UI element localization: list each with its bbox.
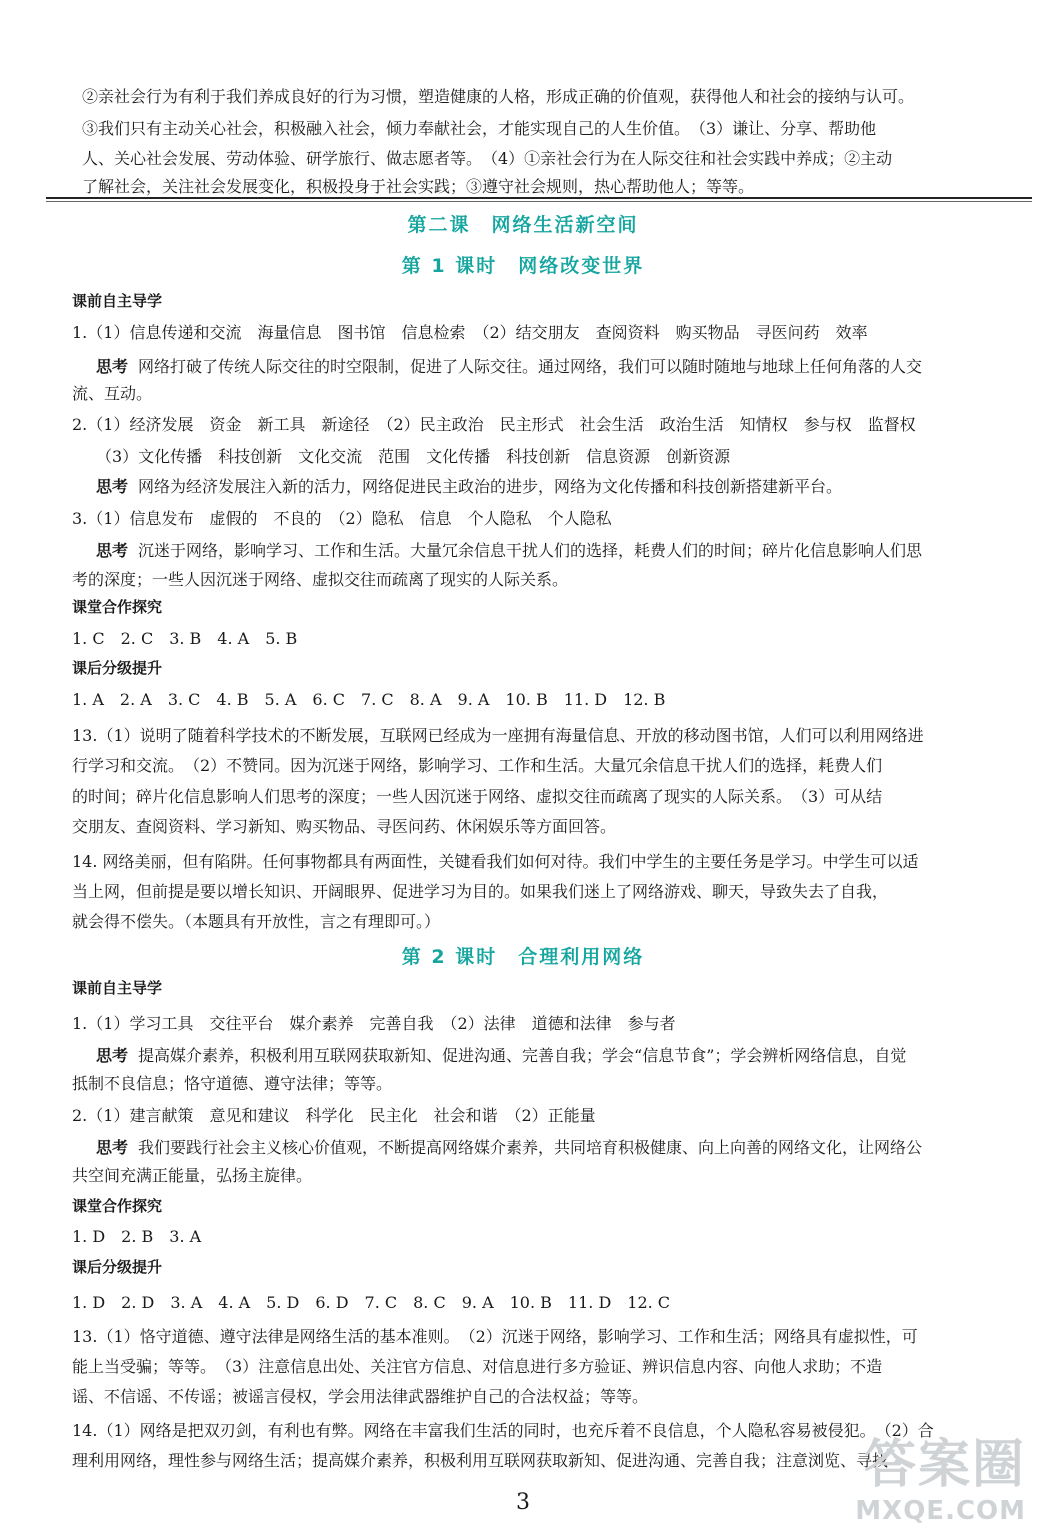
text-line: ③我们只有主动关心社会，积极融入社会，倾力奉献社会，才能实现自己的人生价值。 （3）谦让、分享、帮助他 (82, 119, 877, 138)
period-title: 第 1 课时 网络改变世界 (401, 255, 645, 277)
text-line: 的时间；碎片化信息影响人们思考的深度；一些人因沉迷于网络、虚拟交往而疏离了现实的人际关系。 （3）可从结 (72, 787, 883, 806)
answer-line: 1. D 2. B 3. A (72, 1227, 202, 1246)
text-line: 当上网，但前提是要以增长知识、开阔眼界、促进学习为目的。如果我们迷上了网络游戏、聊天，导致失去了自我， (72, 882, 889, 901)
watermark-text: 答案圈 (863, 1435, 1026, 1495)
divider-rule (46, 197, 1032, 199)
think-label: 思考 (96, 541, 129, 560)
section-heading: 课堂合作探究 (72, 1197, 163, 1215)
text-line: 2.（1）经济发展 资金 新工具 新途径 （2）民主政治 民主形式 社会生活 政治生活 知情权 参与权 监督权 (72, 415, 916, 434)
text-line: ②亲社会行为有利于我们养成良好的行为习惯，塑造健康的人格，形成正确的价值观，获得他人和社会的接纳与认可。 (82, 87, 915, 106)
section-heading: 课堂合作探究 (72, 598, 163, 616)
think-line: 思考 沉迷于网络，影响学习、工作和生活。大量冗余信息干扰人们的选择，耗费人们的时间；碎片化信息影响人们思 (96, 541, 923, 560)
text-line: 就会得不偿失。（本题具有开放性，言之有理即可。） (72, 912, 441, 931)
think-label: 思考 (96, 1138, 129, 1157)
lesson-title: 第二课 网络生活新空间 (407, 214, 639, 236)
answer-line: 1. A 2. A 3. C 4. B 5. A 6. C 7. C 8. A 9. A 10. B 11. D 12. B (72, 690, 666, 709)
text-line: 理利用网络，理性参与网络生活；提高媒介素养，积极利用互联网获取新知、促进沟通、完善自我；注意浏览、寻找 (72, 1451, 889, 1470)
text-line: 考的深度；一些人因沉迷于网络、虚拟交往而疏离了现实的人际关系。 (72, 570, 569, 589)
text-line: 交朋友、查阅资料、学习新知、购买物品、寻医问药、休闲娱乐等方面回答。 (72, 817, 617, 836)
text-line: 能上当受骗；等等。 （3）注意信息出处、关注官方信息、对信息进行多方验证、辨识信息内容、向他人求助；不造 (72, 1357, 883, 1376)
think-line: 思考 提高媒介素养，积极利用互联网获取新知、促进沟通、完善自我；学会“信息节食”；学会辨析网络信息，自觉 (96, 1046, 907, 1065)
text-line: 2.（1）建言献策 意见和建议 科学化 民主化 社会和谐 （2）正能量 (72, 1106, 596, 1125)
text-line: 14. 网络美丽，但有陷阱。任何事物都具有两面性，关键看我们如何对待。我们中学生的主要任务是学习。中学生可以适 (72, 852, 919, 871)
text-line: （3）文化传播 科技创新 文化交流 范围 文化传播 科技创新 信息资源 创新资源 (96, 447, 731, 466)
section-heading: 课前自主导学 (72, 292, 163, 310)
text-line: 流、互动。 (72, 384, 153, 403)
think-line: 思考 我们要践行社会主义核心价值观，不断提高网络媒介素养，共同培育积极健康、向上向善的网络文化，让网络公 (96, 1138, 923, 1157)
text-line: 抵制不良信息；恪守道德、遵守法律；等等。 (72, 1074, 393, 1093)
text-line: 1.（1）学习工具 交往平台 媒介素养 完善自我 （2）法律 道德和法律 参与者 (72, 1014, 676, 1033)
text-line: 14.（1）网络是把双刃剑，有利也有弊。网络在丰富我们生活的同时，也充斥着不良信息，个人隐私容易被侵犯。 （2）合 (72, 1421, 934, 1440)
watermark-url: MXQE.COM (855, 1496, 1026, 1526)
text-line: 了解社会，关注社会发展变化，积极投身于社会实践；③遵守社会规则，热心帮助他人；等等。 (82, 177, 755, 196)
section-heading: 课后分级提升 (72, 1258, 163, 1276)
section-heading: 课后分级提升 (72, 659, 163, 677)
divider-rule (46, 201, 1032, 202)
page-number: 3 (516, 1490, 530, 1515)
think-label: 思考 (96, 477, 129, 496)
think-label: 思考 (96, 357, 129, 376)
text-line: 谣、不信谣、不传谣；被谣言侵权，学会用法律武器维护自己的合法权益；等等。 (72, 1387, 649, 1406)
text-line: 3.（1）信息发布 虚假的 不良的 （2）隐私 信息 个人隐私 个人隐私 (72, 509, 612, 528)
think-label: 思考 (96, 1046, 129, 1065)
text-line: 13.（1）说明了随着科学技术的不断发展，互联网已经成为一座拥有海量信息、开放的移动图书馆，人们可以利用网络进 (72, 726, 924, 745)
answer-line: 1. C 2. C 3. B 4. A 5. B (72, 629, 298, 648)
think-line: 思考 网络打破了传统人际交往的时空限制，促进了人际交往。通过网络，我们可以随时随地与地球上任何角落的人交 (96, 357, 923, 376)
period-title: 第 2 课时 合理利用网络 (401, 946, 645, 968)
section-heading: 课前自主导学 (72, 979, 163, 997)
answer-line: 1. D 2. D 3. A 4. A 5. D 6. D 7. C 8. C 9. A 10. B 11. D 12. C (72, 1293, 671, 1312)
text-line: 1.（1）信息传递和交流 海量信息 图书馆 信息检索 （2）结交朋友 查阅资料 购买物品 寻医问药 效率 (72, 323, 868, 342)
text-line: 人、关心社会发展、劳动体验、研学旅行、做志愿者等。 （4）①亲社会行为在人际交往和社会实践中养成；②主动 (82, 149, 893, 168)
text-line: 行学习和交流。 （2）不赞同。因为沉迷于网络，影响学习、工作和生活。大量冗余信息干扰人们的选择，耗费人们 (72, 756, 883, 775)
think-line: 思考 网络为经济发展注入新的活力，网络促进民主政治的进步，网络为文化传播和科技创新搭建新平台。 (96, 477, 843, 496)
text-line: 13.（1）恪守道德、遵守法律是网络生活的基本准则。 （2）沉迷于网络，影响学习、工作和生活；网络具有虚拟性，可 (72, 1327, 918, 1346)
text-line: 共空间充满正能量，弘扬主旋律。 (72, 1166, 313, 1185)
watermark-logo (832, 1418, 1032, 1528)
